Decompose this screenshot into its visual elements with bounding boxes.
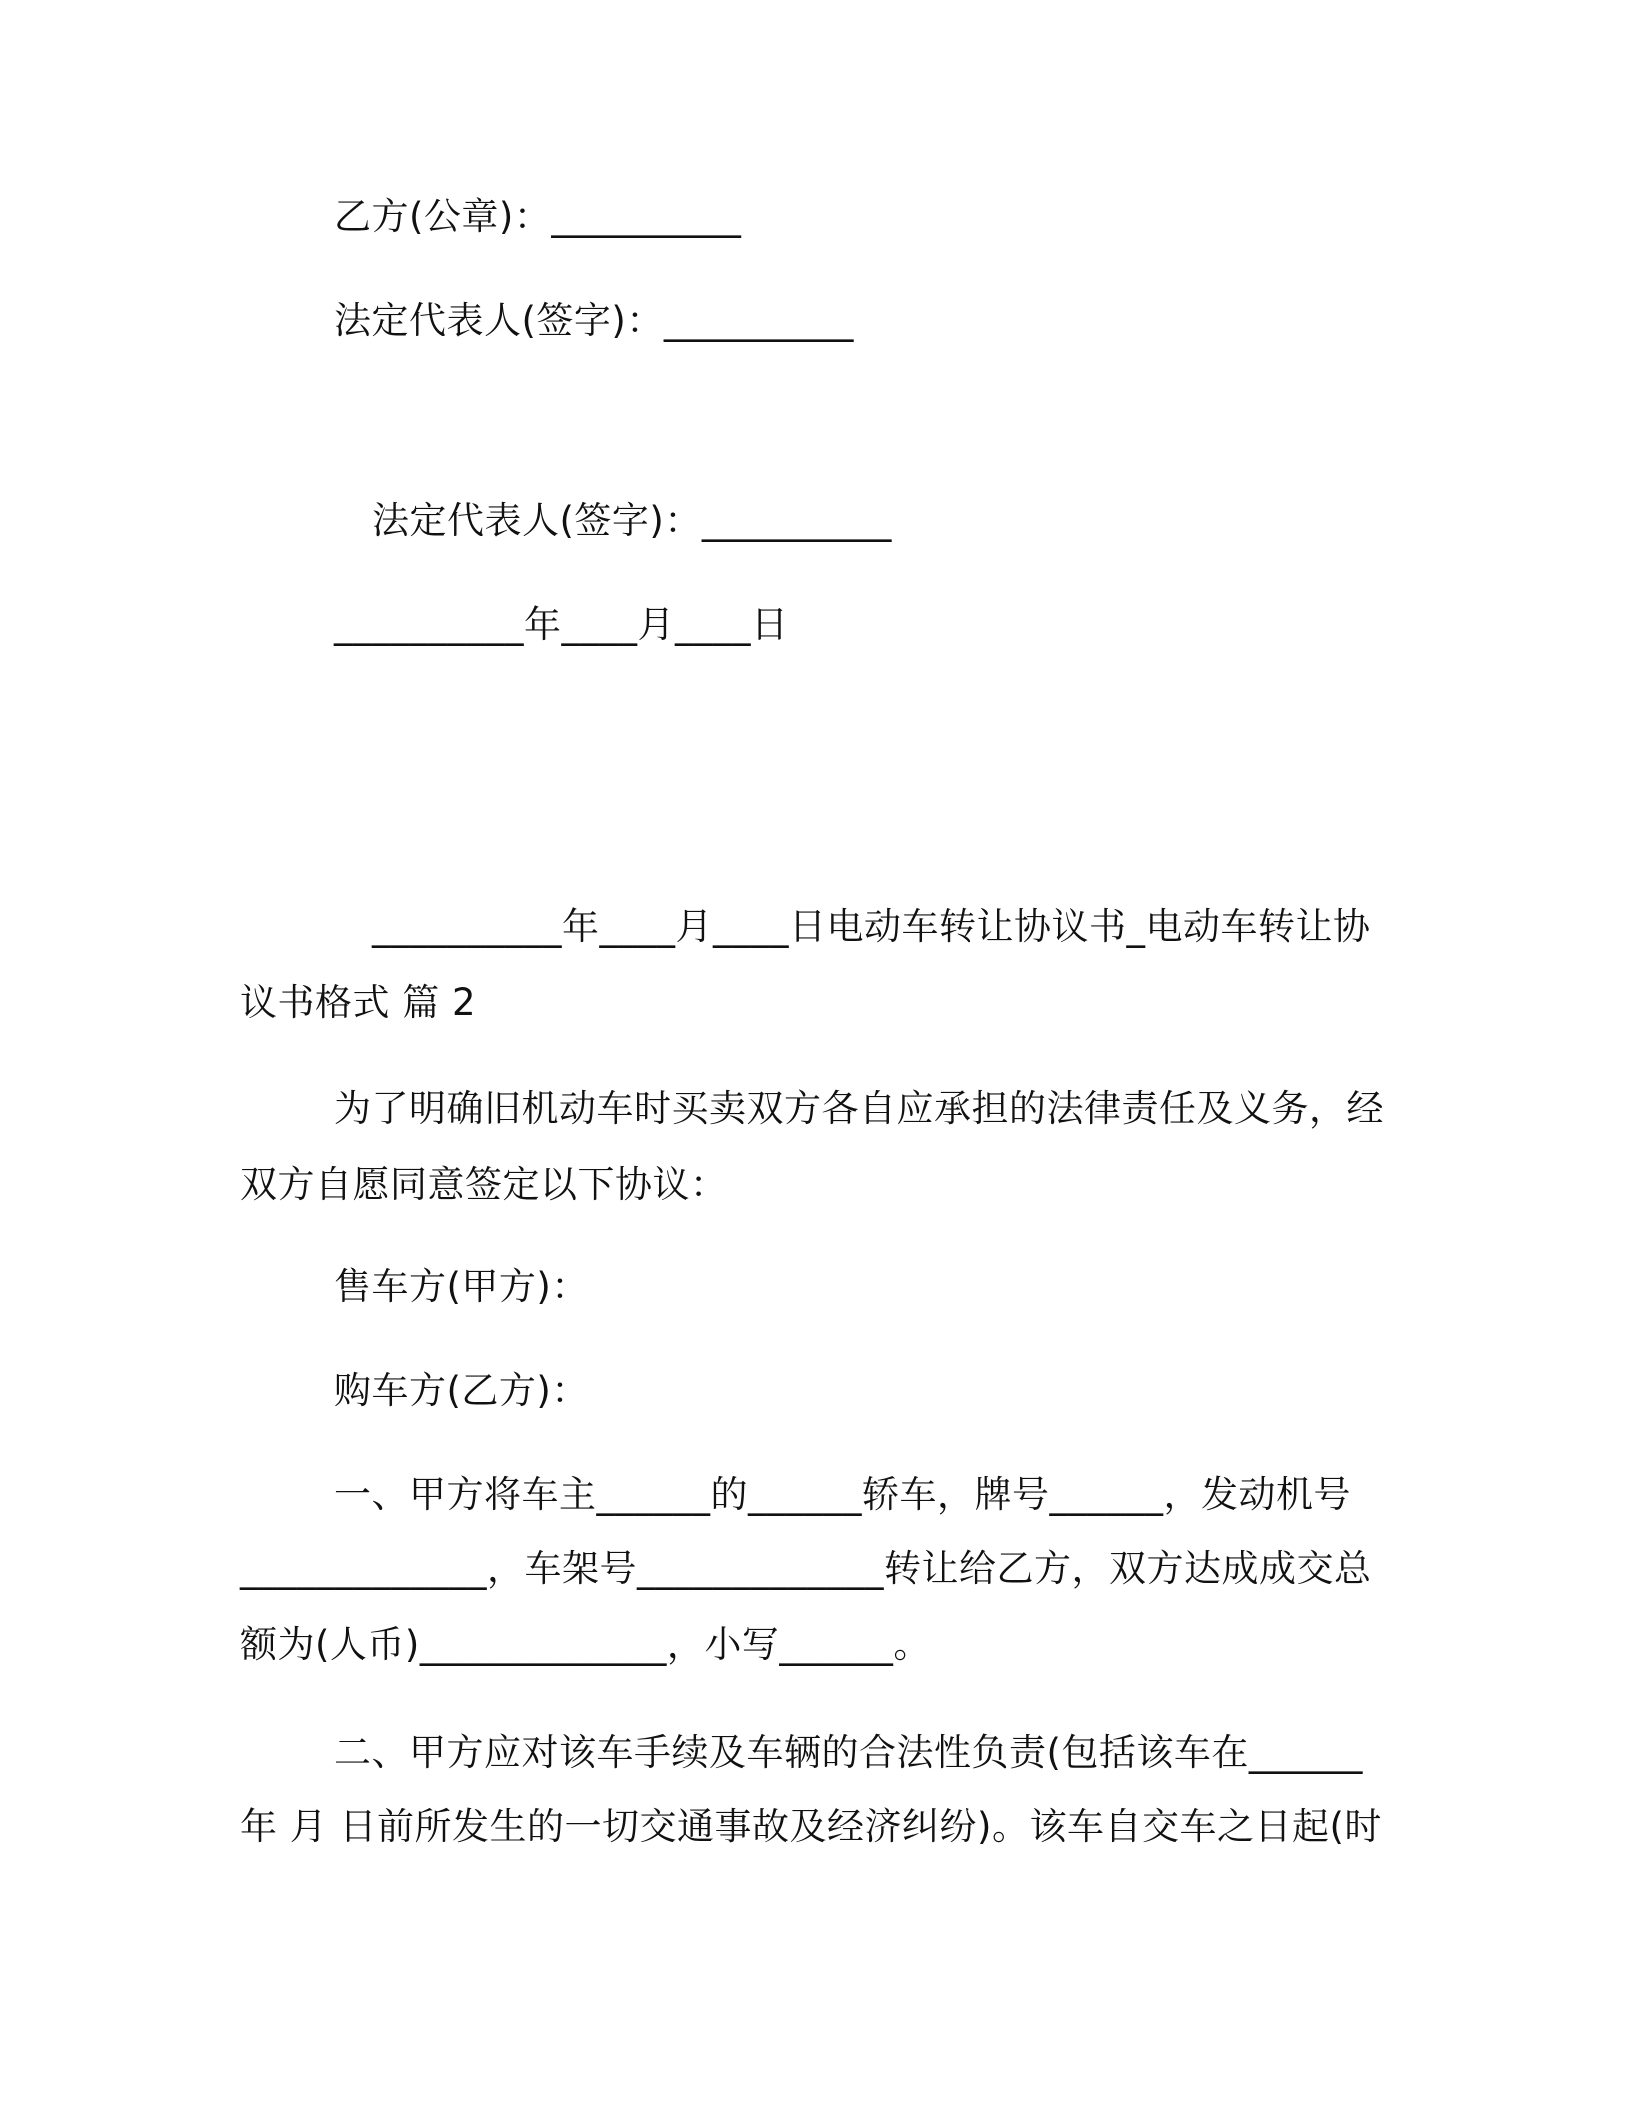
clause-1-line-2: _____________，车架号_____________转让给乙方，双方达成成交总	[240, 1547, 1372, 1590]
party-b-seal-line: 乙方(公章)：__________	[334, 195, 742, 238]
legal-representative-signature-line-2: 法定代表人(签字)：__________	[372, 499, 892, 542]
section-heading-line-2: 议书格式 篇 2	[240, 981, 477, 1024]
clause-1-line-3: 额为(人币)_____________，小写______。	[240, 1623, 931, 1666]
signature-date-line: __________年____月____日	[334, 603, 789, 646]
intro-paragraph-line-2: 双方自愿同意签定以下协议：	[240, 1163, 728, 1206]
clause-1-line-1: 一、甲方将车主______的______轿车，牌号______，发动机号	[334, 1473, 1351, 1516]
clause-2-line-1: 二、甲方应对该车手续及车辆的合法性负责(包括该车在______	[334, 1731, 1363, 1774]
buyer-line: 购车方(乙方)：	[334, 1369, 589, 1412]
intro-paragraph-line-1: 为了明确旧机动车时买卖双方各自应承担的法律责任及义务，经	[334, 1087, 1384, 1130]
legal-representative-signature-line: 法定代表人(签字)：__________	[334, 299, 854, 342]
clause-2-line-2: 年 月 日前所发生的一切交通事故及经济纠纷)。该车自交车之日起(时	[240, 1805, 1382, 1848]
seller-line: 售车方(甲方)：	[334, 1265, 589, 1308]
section-heading-line-1: __________年____月____日电动车转让协议书_电动车转让协	[372, 905, 1371, 948]
